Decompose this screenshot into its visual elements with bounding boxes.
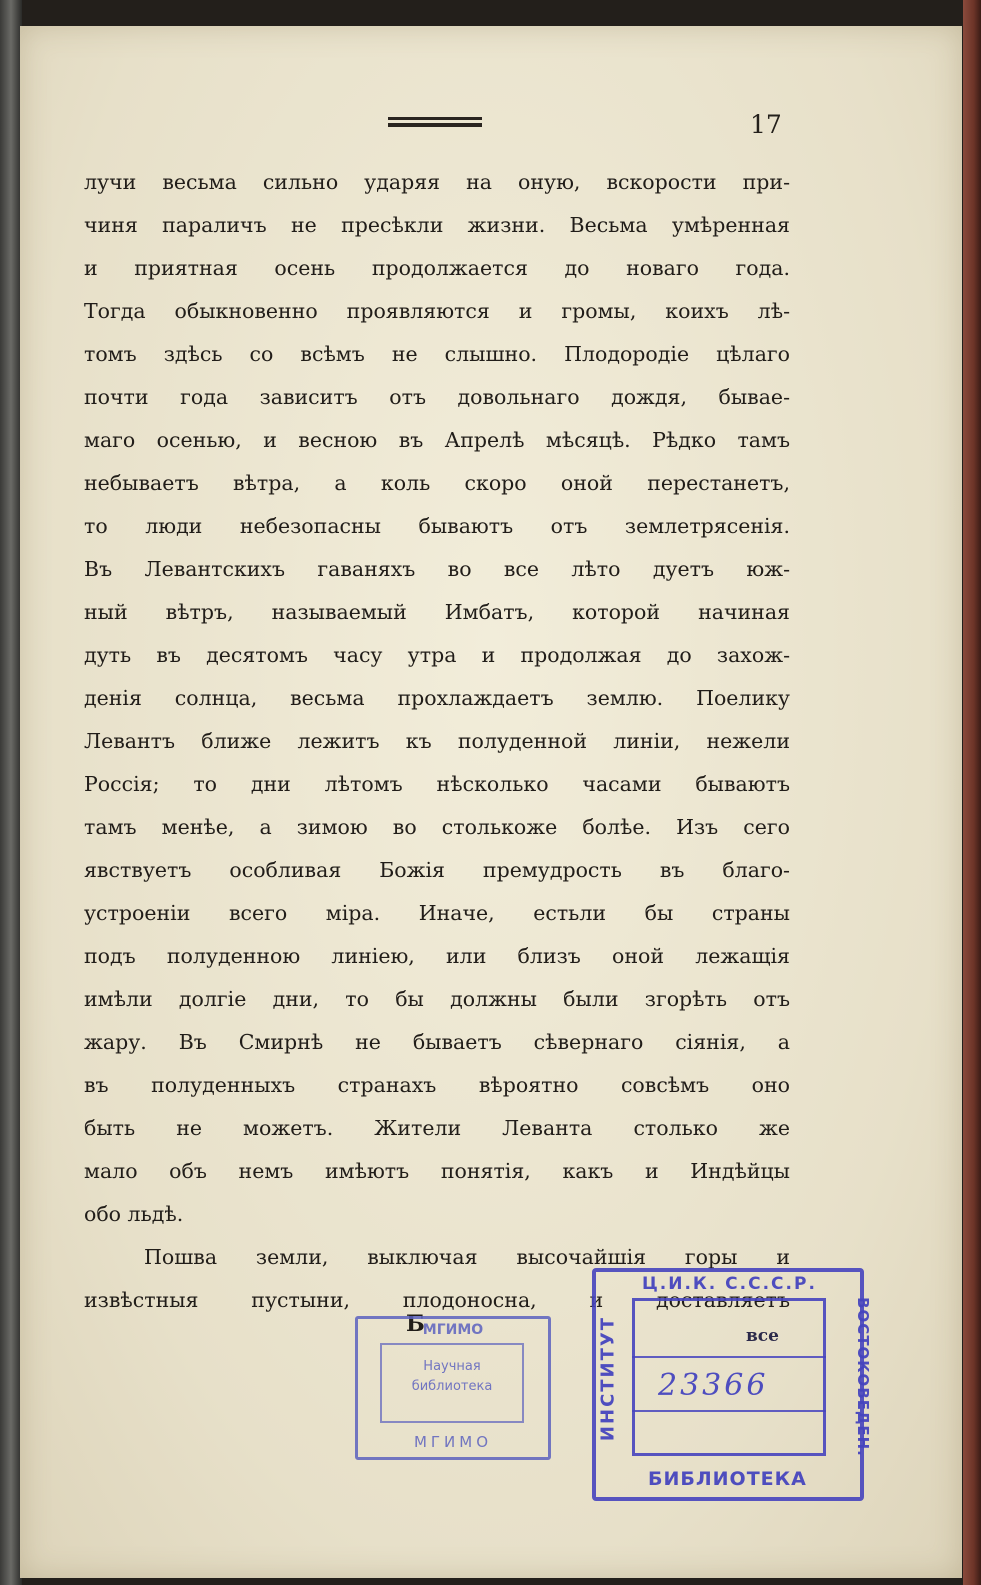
text-line: подъ полуденною линiею, или близъ оной лежащiя <box>84 944 790 968</box>
text-line: жару. Въ Смирнѣ не бываетъ сѣвернаго сiянiя, а <box>84 1030 790 1054</box>
text-line: маго осенью, и весною въ Апрелѣ мѣсяцѣ. Рѣдко тамъ <box>84 428 790 452</box>
book-cover-right-edge <box>963 0 981 1585</box>
text-line: Россiя; то дни лѣтомъ нѣсколько часами бываютъ <box>84 772 790 796</box>
text-line: то люди небезопасны бываютъ отъ землетрясенiя. <box>84 514 790 538</box>
text-line: лучи весьма сильно ударяя на оную, вскорости при- <box>84 170 790 194</box>
text-line: Въ Левантскихъ гаваняхъ во все лѣто дуетъ юж- <box>84 557 790 581</box>
text-line: обо льдѣ. <box>84 1202 184 1226</box>
stamp-left-top-text: МГИМО <box>422 1322 484 1338</box>
text-line: быть не можетъ. Жители Леванта столько же <box>84 1116 790 1140</box>
inventory-number: 23366 <box>658 1368 769 1403</box>
paragraph-line: Пошва земли, выключая высочайшiя горы и <box>144 1245 790 1269</box>
text-line: почти года зависитъ отъ довольнаго дождя, бывае- <box>84 385 790 409</box>
stamp-right-left-text: ИНСТИТУТ <box>597 1315 619 1442</box>
stamp-right-right-text: ВОСТОКОВЕДЕН. <box>854 1297 872 1457</box>
text-line: въ полуденныхъ странахъ вѣроятно совсѣмъ оно <box>84 1073 790 1097</box>
text-line: Левантъ ближе лежитъ къ полуденной линiи, нежели <box>84 729 790 753</box>
page-number: 17 <box>750 110 782 139</box>
stamp-left-bottom-text: МГИМО <box>413 1433 493 1451</box>
text-line: явствуетъ особливая Божiя премудрость въ благо- <box>84 858 790 882</box>
stamp-left-middle-text: Научная библиотека <box>411 1359 493 1394</box>
text-line: мало объ немъ имѣютъ понятiя, какъ и Индѣйцы <box>84 1159 790 1183</box>
text-line: устроенiи всего мiра. Иначе, естьли бы страны <box>84 901 790 925</box>
text-line: тамъ менѣе, а зимою во столькоже болѣе. Изъ сего <box>84 815 790 839</box>
text-line: дуть въ десятомъ часу утра и продолжая до захож- <box>84 643 790 667</box>
header-rule-ornament <box>388 117 482 127</box>
text-line: Тогда обыкновенно проявляются и громы, коихъ лѣ- <box>84 299 790 323</box>
signature-mark: Б <box>406 1311 425 1337</box>
header-rule-line-bottom <box>388 123 482 127</box>
text-line: имѣли долгiе дни, то бы должны были згорѣть отъ <box>84 987 790 1011</box>
library-stamp-mgimo <box>355 1316 551 1460</box>
stamp-left-inner-box <box>380 1343 524 1423</box>
paragraph-line: извѣстныя пустыни, плодоносна, и доставляетъ <box>84 1288 790 1312</box>
stamp-right-rule <box>632 1356 826 1358</box>
stamp-right-label: все <box>746 1326 779 1346</box>
stamp-right-bottom-text: БИБЛИОТЕКА <box>648 1468 807 1490</box>
text-line: небываетъ вѣтра, а коль скоро оной перестанетъ, <box>84 471 790 495</box>
book-page <box>20 26 962 1578</box>
header-rule-line-top <box>388 117 482 120</box>
text-line: ный вѣтръ, называемый Имбатъ, которой начиная <box>84 600 790 624</box>
library-stamp-institute <box>592 1268 872 1501</box>
text-line: и приятная осень продолжается до новаго года. <box>84 256 790 280</box>
text-line: денiя солнца, весьма прохлаждаетъ землю. Поелику <box>84 686 790 710</box>
text-line: чиня параличъ не пресѣкли жизни. Весьма умѣренная <box>84 213 790 237</box>
book-cover-left-edge <box>0 0 22 1585</box>
text-line: томъ здѣсь со всѣмъ не слышно. Плодородiе цѣлаго <box>84 342 790 366</box>
stamp-right-top-text: Ц.И.К. С.С.С.Р. <box>642 1274 817 1294</box>
body-text <box>84 161 790 1322</box>
stamp-right-rule <box>632 1410 826 1412</box>
